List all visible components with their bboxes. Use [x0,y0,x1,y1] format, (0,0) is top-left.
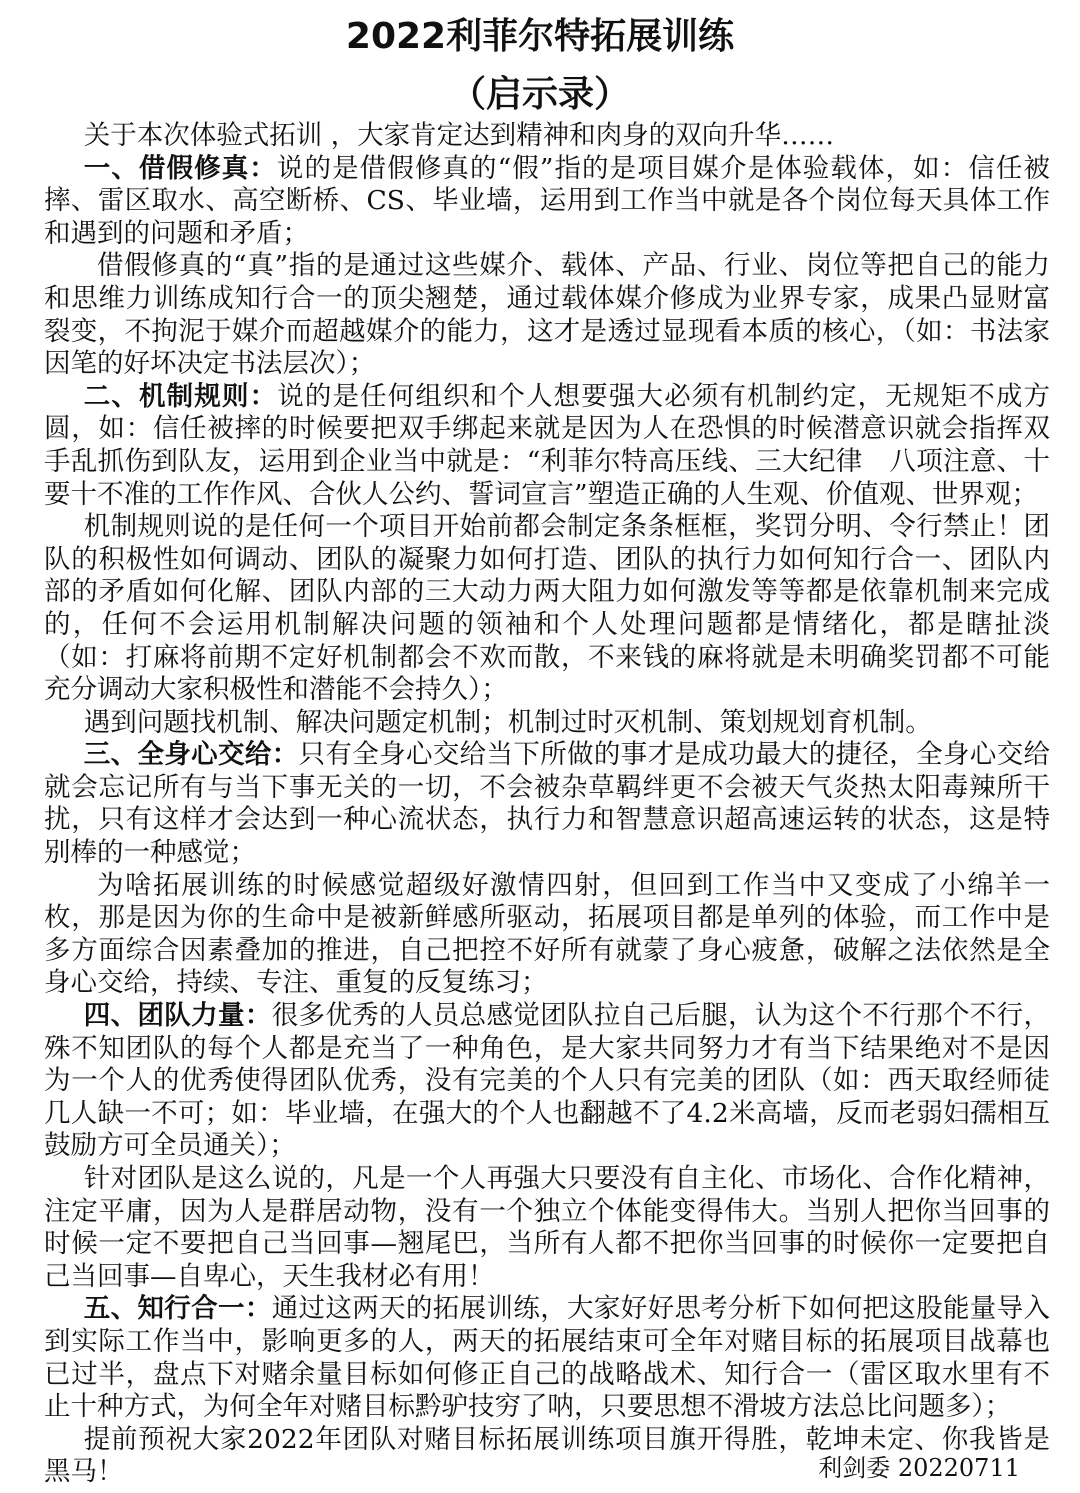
paragraph-text: 机制规则说的是任何一个项目开始前都会制定条条框框，奖罚分明、令行禁止！团队的积极性如何调动、团队的凝聚力如何打造、团队的执行力如何知行合一、团队内部的矛盾如何化解、团队内部的三大动力两大阻力如何激发等等都是依靠机制来完成的，任何不会运用机制解决问题的领袖和个人处理问题都是情绪化，都是瞎扯淡（如：打麻将前期不定好机制都会不欢而散，不来钱的麻将就是未明确奖罚都不可能充分调动大家积极性和潜能不会持久）； [44,511,1050,706]
paragraph-text: 遇到问题找机制、解决问题定机制；机制过时灭机制、策划规划育机制。 [83,706,932,738]
paragraph [44,250,1050,380]
paragraph-section-4 [44,1000,1050,1163]
section-heading: 一、借假修真： [83,152,277,184]
paragraph-text: 说的是任何组织和个人想要强大必须有机制约定，无规矩不成方圆，如：信任被摔的时候要把双手绑起来就是因为人在恐惧的时候潜意识就会指挥双手乱抓伤到队友，运用到企业当中就是：“利菲尔特高压线、三大纪律 八项注意、十要十不准的工作作风、合伙人公约、誓词宣言”塑造正确的人生观、价值观、世界观； [44,380,1051,510]
paragraph-section-5 [44,1293,1050,1423]
document-title: 2022利菲尔特拓展训练 [345,16,735,57]
paragraph-text: 通过这两天的拓展训练，大家好好思考分析下如何把这股能量导入到实际工作当中，影响更多的人，两天的拓展结束可全年对赌目标的拓展项目战幕也已过半，盘点下对赌余量目标如何修正自己的战略战术、知行合一（雷区取水里有不止十种方式，为何全年对赌目标黔驴技穷了呐，只要思想不滑坡方法总比问题多）； [44,1293,1051,1423]
signature: 利剑委 20220711 [818,1454,1020,1482]
paragraph-text: 针对团队是这么说的，凡是一个人再强大只要没有自主化、市场化、合作化精神，注定平庸，因为人是群居动物，没有一个独立个体能变得伟大。当别人把你当回事的时候一定不要把自己当回事—翘尾巴，当所有人都不把你当回事的时候你一定要把自己当回事—自卑心，天生我材必有用！ [44,1163,1050,1292]
paragraph-text: 说的是借假修真的“假”指的是项目媒介是体验载体，如：信任被摔、雷区取水、高空断桥、CS、毕业墙，运用到工作当中就是各个岗位每天具体工作和遇到的问题和矛盾； [44,152,1050,249]
section-heading: 二、机制规则： [83,380,278,412]
paragraph [44,707,1050,740]
section-heading: 五、知行合一： [83,1293,272,1325]
paragraph-text: 关于本次体验式拓训 ，大家肯定达到精神和肉身的双向升华…… [83,120,835,151]
paragraph-text: 借假修真的“真”指的是通过这些媒介、载体、产品、行业、岗位等把自己的能力和思维力训练成知行合一的顶尖翘楚，通过载体媒介修成为业界专家，成果凸显财富裂变，不拘泥于媒介而超越媒介的能力，这才是透过显现看本质的核心，（如：书法家因笔的好坏决定书法层次）； [44,250,1050,380]
section-heading: 三、全身心交给： [83,739,299,771]
paragraph [44,870,1050,1000]
paragraph [44,511,1050,707]
paragraph [44,1163,1050,1293]
document-body [44,120,1050,1489]
paragraph-text: 为啥拓展训练的时候感觉超级好激情四射，但回到工作当中又变成了小绵羊一枚，那是因为你的生命中是被新鲜感所驱动，拓展项目都是单列的体验，而工作中是多方面综合因素叠加的推进，自己把控不好所有就蒙了身心疲惫，破解之法依然是全身心交给，持续、专注、重复的反复练习； [44,869,1050,999]
document-subtitle: （启示录） [449,74,630,115]
paragraph-section-2 [44,381,1050,511]
paragraph-text: 提前预祝大家2022年团队对赌目标拓展训练项目旗开得胜，乾坤未定、你我皆是黑马！ [44,1423,1050,1488]
paragraph-section-1 [44,153,1050,251]
paragraph-section-3 [44,739,1050,869]
paragraph-intro [44,120,1050,153]
paragraph-text: 只有全身心交给当下所做的事才是成功最大的捷径，全身心交给就会忘记所有与当下事无关的一切，不会被杂草羁绊更不会被天气炎热太阳毒辣所干扰，只有这样才会达到一种心流状态，执行力和智慧意识超高速运转的状态，这是特别棒的一种感觉； [44,739,1051,869]
paragraph-text: 很多优秀的人员总感觉团队拉自己后腿，认为这个不行那个不行，殊不知团队的每个人都是充当了一种角色，是大家共同努力才有当下结果绝对不是因为一个人的优秀使得团队优秀，没有完美的个人只有完美的团队（如：西天取经师徒几人缺一不可；如：毕业墙，在强大的个人也翻越不了4.2米高墙，反而老弱妇孺相互鼓励方可全员通关）； [44,1000,1051,1162]
section-heading: 四、团队力量： [83,1000,272,1032]
